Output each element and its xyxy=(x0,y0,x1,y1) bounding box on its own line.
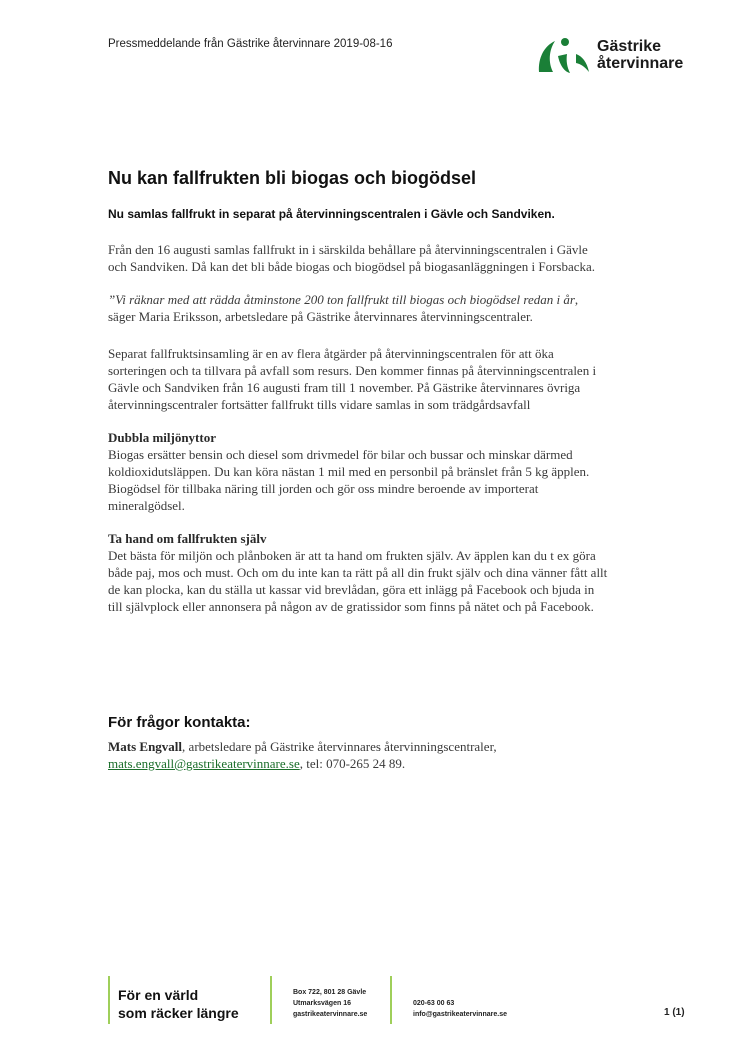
footer-contact xyxy=(413,998,507,1020)
contact-heading: För frågor kontakta: xyxy=(108,714,251,731)
footer-phone: 020-63 00 63 xyxy=(413,1000,455,1007)
article-body xyxy=(108,241,608,615)
slogan-line-1: För en värld xyxy=(118,987,199,1003)
address-line-1: Box 722, 801 28 Gävle xyxy=(293,989,367,996)
press-release-header: Pressmeddelande från Gästrike återvinnare 2019-08-16 xyxy=(108,38,393,50)
paragraph-collection: Separat fallfruktsinsamling är en av flera åtgärder på återvinningscentralen för att öka sorteringen och ta tillvara på avfall som resurs. Den kommer finnas på återvinningscentralen i Gävle och Sandviken från 16 augusti fram till 1 november. På Gästrike återvinnares övriga återvinningscentraler fortsätter fallfrukt tills vidare samlas in som trädgårdsavfall xyxy=(108,346,597,412)
contact-phone: , tel: 070-265 24 89. xyxy=(299,756,406,771)
section-text-self: Det bästa för miljön och plånboken är att ta hand om frukten själv. Av äpplen kan du t ex göra både paj, mos och must. Och om du inte kan ta rätt på all din frukt själv och dina vänner fått allt de kan plocka, kan du ställa ut kassar vid brevlådan, göra ett inlägg på Facebook och bjuda in till självplock eller annonsera på någon av de gratissidor som finns på nätet och på Facebook. xyxy=(108,548,608,614)
footer-divider-1 xyxy=(108,976,110,1024)
paragraph-quote xyxy=(108,291,608,325)
quote-attribution: , säger Maria Eriksson, arbetsledare på Gästrike återvinnares återvinningscentraler. xyxy=(108,292,579,324)
footer-slogan xyxy=(118,986,239,1022)
contact-role: , arbetsledare på Gästrike återvinnares återvinningscentraler, xyxy=(182,739,497,754)
quote-text: ”Vi räknar med att rädda åtminstone 200 ton fallfrukt till biogas och biogödsel redan i år xyxy=(108,292,575,307)
footer-website: gastrikeatervinnare.se xyxy=(293,1011,368,1018)
contact-details xyxy=(108,738,628,772)
logo-mark-icon xyxy=(536,36,594,78)
section-heading-self: Ta hand om fallfrukten själv xyxy=(108,531,267,546)
article-title: Nu kan fallfrukten bli biogas och biogödsel xyxy=(108,168,477,188)
logo-wordmark xyxy=(597,38,683,72)
contact-name: Mats Engvall xyxy=(108,739,183,754)
company-logo xyxy=(536,36,706,80)
slogan-line-2: som räcker längre xyxy=(118,1005,239,1021)
footer-divider-3 xyxy=(390,976,392,1024)
address-line-2: Utmarksvägen 16 xyxy=(293,1000,351,1007)
contact-email-link[interactable]: mats.engvall@gastrikeatervinnare.se xyxy=(108,756,300,771)
paragraph-intro: Från den 16 augusti samlas fallfrukt in i särskilda behållare på återvinningscentralen i Gävle och Sandviken. Då kan det bli både biogas och biogödsel på biogasanläggningen i Forsbacka. xyxy=(108,242,596,274)
section-text-benefits: Biogas ersätter bensin och diesel som drivmedel för bilar och bussar och minskar därmed koldioxidutsläppen. Du kan köra nästan 1 mil med en personbil på bränslet från 5 kg äpplen. Biogödsel för tillbaka näring till jorden och gör oss mindre beroende av importerat mineralgödsel. xyxy=(108,447,590,513)
footer-email: info@gastrikeatervinnare.se xyxy=(413,1011,507,1018)
footer-address xyxy=(293,987,367,1020)
section-heading-benefits: Dubbla miljönyttor xyxy=(108,430,216,445)
footer-divider-2 xyxy=(270,976,272,1024)
page-number: 1 (1) xyxy=(664,1007,685,1018)
article-lead: Nu samlas fallfrukt in separat på återvinningscentralen i Gävle och Sandviken. xyxy=(108,207,555,221)
logo-line-1: Gästrike xyxy=(597,38,662,55)
logo-line-2: återvinnare xyxy=(597,55,684,72)
